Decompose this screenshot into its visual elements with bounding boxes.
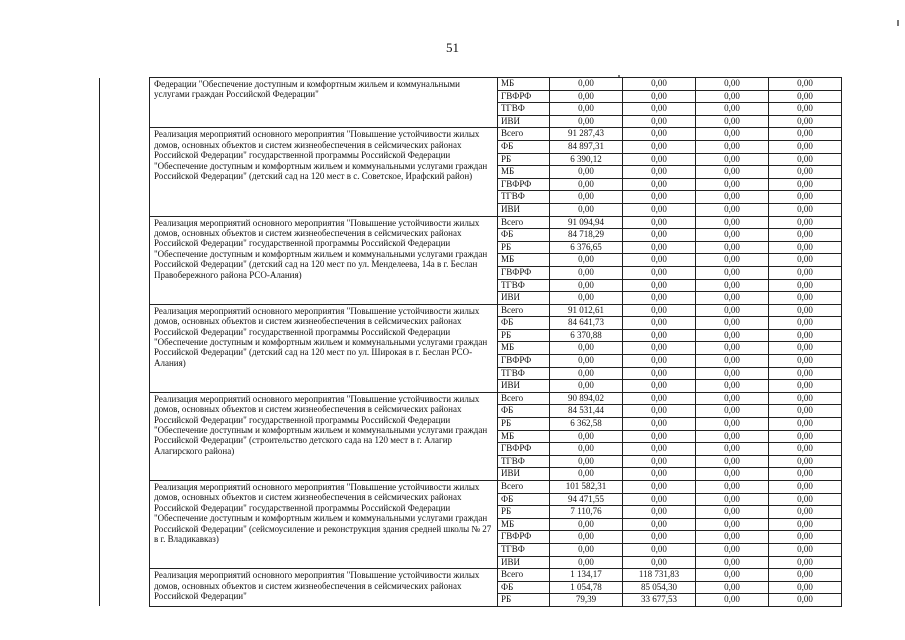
funding-source: РБ <box>498 241 550 254</box>
measure-description: Реализация мероприятий основного мероприятия "Повышение устойчивости жилых домов, основных объектов и систем жизнеобеспечения в сейсмических районах Российской Федерации" <box>150 569 498 607</box>
amount-cell: 0,00 <box>769 430 842 443</box>
funding-source: МБ <box>498 166 550 179</box>
amount-cell: 0,00 <box>696 493 769 506</box>
amount-cell: 0,00 <box>550 455 623 468</box>
funding-source: ТГВФ <box>498 455 550 468</box>
measure-description: Реализация мероприятий основного мероприятия "Повышение устойчивости жилых домов, основных объектов и систем жизнеобеспечения в сейсмических районах Российской Федерации" государственной программы Российской Федерации "Обеспечение доступным и комфортным жильем и коммунальными услугами граждан Российской Федерации" (детский сад на 120 мест в с. Советское, Ирафский район) <box>150 128 498 216</box>
row-index-cell <box>100 481 150 569</box>
amount-cell: 0,00 <box>623 481 696 494</box>
amount-cell: 0,00 <box>623 166 696 179</box>
amount-cell: 0,00 <box>769 581 842 594</box>
funding-source: МБ <box>498 254 550 267</box>
amount-cell: 0,00 <box>696 203 769 216</box>
row-index-cell <box>100 128 150 216</box>
funding-source: ФБ <box>498 317 550 330</box>
amount-cell: 0,00 <box>550 342 623 355</box>
funding-source: ГВФРФ <box>498 266 550 279</box>
amount-cell: 84 718,29 <box>550 229 623 242</box>
amount-cell: 0,00 <box>623 543 696 556</box>
amount-cell: 0,00 <box>769 317 842 330</box>
amount-cell: 6 376,65 <box>550 241 623 254</box>
amount-cell: 0,00 <box>696 594 769 607</box>
amount-cell: 0,00 <box>623 317 696 330</box>
funding-source: ТГВФ <box>498 543 550 556</box>
amount-cell: 1 054,78 <box>550 581 623 594</box>
amount-cell: 0,00 <box>696 418 769 431</box>
measure-description: Реализация мероприятий основного мероприятия "Повышение устойчивости жилых домов, основных объектов и систем жизнеобеспечения в сейсмических районах Российской Федерации" государственной программы Российской Федерации "Обеспечение доступным и комфортным жильем и коммунальными услугами граждан Российской Федерации" (строительство детского сада на 120 мест в г. Алагир Алагирского района) <box>150 392 498 480</box>
amount-cell: 0,00 <box>696 543 769 556</box>
amount-cell: 0,00 <box>696 329 769 342</box>
funding-source: ФБ <box>498 229 550 242</box>
amount-cell: 0,00 <box>696 304 769 317</box>
scan-mark <box>897 20 899 26</box>
amount-cell: 0,00 <box>550 531 623 544</box>
funding-source: ТГВФ <box>498 279 550 292</box>
amount-cell: 0,00 <box>623 418 696 431</box>
amount-cell: 7 110,76 <box>550 506 623 519</box>
measure-description: Реализация мероприятий основного мероприятия "Повышение устойчивости жилых домов, основных объектов и систем жизнеобеспечения в сейсмических районах Российской Федерации" государственной программы Российской Федерации "Обеспечение доступным и комфортным жильем и коммунальными услугами граждан Российской Федерации" (детский сад на 120 мест по ул. Широкая в г. Беслан РСО-Алания) <box>150 304 498 392</box>
amount-cell: 0,00 <box>623 90 696 103</box>
funding-source: РБ <box>498 329 550 342</box>
funding-source: ФБ <box>498 493 550 506</box>
funding-source: МБ <box>498 430 550 443</box>
amount-cell: 0,00 <box>550 115 623 128</box>
amount-cell: 0,00 <box>696 506 769 519</box>
amount-cell: 0,00 <box>769 594 842 607</box>
amount-cell: 0,00 <box>550 518 623 531</box>
amount-cell: 0,00 <box>696 581 769 594</box>
amount-cell: 0,00 <box>623 292 696 305</box>
amount-cell: 0,00 <box>623 342 696 355</box>
amount-cell: 0,00 <box>769 418 842 431</box>
amount-cell: 0,00 <box>696 380 769 393</box>
table-row <box>100 569 842 582</box>
amount-cell: 0,00 <box>769 90 842 103</box>
amount-cell: 0,00 <box>769 481 842 494</box>
amount-cell: 0,00 <box>769 115 842 128</box>
amount-cell: 0,00 <box>550 178 623 191</box>
amount-cell: 118 731,83 <box>623 569 696 582</box>
amount-cell: 0,00 <box>696 216 769 229</box>
amount-cell: 0,00 <box>769 518 842 531</box>
amount-cell: 0,00 <box>623 531 696 544</box>
amount-cell: 0,00 <box>623 191 696 204</box>
amount-cell: 0,00 <box>623 229 696 242</box>
amount-cell: 0,00 <box>623 556 696 569</box>
amount-cell: 0,00 <box>769 254 842 267</box>
amount-cell: 0,00 <box>769 367 842 380</box>
measure-description: Федерации "Обеспечение доступным и комфортным жильем и коммунальными услугами граждан Российской Федерации" <box>150 78 498 128</box>
amount-cell: 0,00 <box>696 569 769 582</box>
amount-cell: 0,00 <box>550 367 623 380</box>
amount-cell: 0,00 <box>550 292 623 305</box>
amount-cell: 0,00 <box>769 304 842 317</box>
amount-cell: 0,00 <box>769 329 842 342</box>
measure-description: Реализация мероприятий основного мероприятия "Повышение устойчивости жилых домов, основных объектов и систем жизнеобеспечения в сейсмических районах Российской Федерации" государственной программы Российской Федерации "Обеспечение доступным и комфортным жильем и коммунальными услугами граждан Российской Федерации" (сейсмоусиление и реконструкция здания средней школы № 27 в г. Владикавказ) <box>150 481 498 569</box>
amount-cell: 0,00 <box>696 266 769 279</box>
amount-cell: 91 094,94 <box>550 216 623 229</box>
amount-cell: 0,00 <box>696 103 769 116</box>
budget-table-body <box>100 78 842 607</box>
amount-cell: 0,00 <box>769 405 842 418</box>
amount-cell: 0,00 <box>769 443 842 456</box>
amount-cell: 0,00 <box>769 203 842 216</box>
funding-source: ТГВФ <box>498 103 550 116</box>
amount-cell: 0,00 <box>769 191 842 204</box>
amount-cell: 0,00 <box>623 518 696 531</box>
amount-cell: 0,00 <box>769 392 842 405</box>
amount-cell: 0,00 <box>769 178 842 191</box>
amount-cell: 0,00 <box>623 241 696 254</box>
amount-cell: 0,00 <box>769 543 842 556</box>
amount-cell: 0,00 <box>623 216 696 229</box>
funding-source: Всего <box>498 392 550 405</box>
amount-cell: 0,00 <box>623 279 696 292</box>
amount-cell: 91 287,43 <box>550 128 623 141</box>
funding-source: МБ <box>498 342 550 355</box>
amount-cell: 0,00 <box>623 455 696 468</box>
amount-cell: 0,00 <box>696 241 769 254</box>
amount-cell: 1 134,17 <box>550 569 623 582</box>
row-index-cell <box>100 304 150 392</box>
amount-cell: 0,00 <box>696 443 769 456</box>
amount-cell: 0,00 <box>769 229 842 242</box>
table-row <box>100 128 842 141</box>
funding-source: ИВИ <box>498 203 550 216</box>
funding-source: МБ <box>498 518 550 531</box>
amount-cell: 0,00 <box>623 140 696 153</box>
amount-cell: 0,00 <box>550 78 623 91</box>
amount-cell: 91 012,61 <box>550 304 623 317</box>
row-index-cell <box>100 78 150 128</box>
funding-source: ГВФРФ <box>498 531 550 544</box>
measure-description: Реализация мероприятий основного мероприятия "Повышение устойчивости жилых домов, основных объектов и систем жизнеобеспечения в сейсмических районах Российской Федерации" государственной программы Российской Федерации "Обеспечение доступным и комфортным жильем и коммунальными услугами граждан Российской Федерации" (детский сад на 120 мест по ул. Менделеева, 14а в г. Беслан Правобережного района РСО-Алания) <box>150 216 498 304</box>
amount-cell: 0,00 <box>769 468 842 481</box>
amount-cell: 0,00 <box>769 140 842 153</box>
funding-source: РБ <box>498 506 550 519</box>
amount-cell: 0,00 <box>623 443 696 456</box>
funding-source: ФБ <box>498 405 550 418</box>
funding-source: Всего <box>498 216 550 229</box>
amount-cell: 0,00 <box>769 493 842 506</box>
amount-cell: 90 894,02 <box>550 392 623 405</box>
amount-cell: 0,00 <box>623 254 696 267</box>
amount-cell: 0,00 <box>696 279 769 292</box>
amount-cell: 6 370,88 <box>550 329 623 342</box>
amount-cell: 0,00 <box>769 153 842 166</box>
amount-cell: 0,00 <box>696 455 769 468</box>
row-index-cell <box>100 569 150 607</box>
amount-cell: 0,00 <box>696 128 769 141</box>
table-row <box>100 216 842 229</box>
amount-cell: 84 531,44 <box>550 405 623 418</box>
amount-cell: 0,00 <box>623 468 696 481</box>
amount-cell: 94 471,55 <box>550 493 623 506</box>
amount-cell: 0,00 <box>550 203 623 216</box>
amount-cell: 0,00 <box>623 115 696 128</box>
amount-cell: 0,00 <box>550 468 623 481</box>
amount-cell: 0,00 <box>623 78 696 91</box>
amount-cell: 0,00 <box>696 178 769 191</box>
table-row <box>100 392 842 405</box>
amount-cell: 0,00 <box>696 342 769 355</box>
funding-source: ГВФРФ <box>498 355 550 368</box>
funding-source: МБ <box>498 78 550 91</box>
amount-cell: 0,00 <box>696 430 769 443</box>
row-index-cell <box>100 392 150 480</box>
funding-source: ГВФРФ <box>498 178 550 191</box>
amount-cell: 0,00 <box>769 556 842 569</box>
table-row <box>100 78 842 91</box>
amount-cell: 0,00 <box>623 380 696 393</box>
amount-cell: 85 054,30 <box>623 581 696 594</box>
amount-cell: 0,00 <box>623 128 696 141</box>
amount-cell: 0,00 <box>769 342 842 355</box>
amount-cell: 0,00 <box>769 266 842 279</box>
page-number: 51 <box>446 40 459 55</box>
amount-cell: 0,00 <box>550 191 623 204</box>
amount-cell: 0,00 <box>623 493 696 506</box>
amount-cell: 0,00 <box>550 266 623 279</box>
funding-source: ГВФРФ <box>498 443 550 456</box>
amount-cell: 0,00 <box>696 317 769 330</box>
funding-source: Всего <box>498 481 550 494</box>
amount-cell: 0,00 <box>550 380 623 393</box>
funding-source: ТГВФ <box>498 191 550 204</box>
amount-cell: 0,00 <box>623 178 696 191</box>
amount-cell: 0,00 <box>550 166 623 179</box>
amount-cell: 0,00 <box>550 556 623 569</box>
amount-cell: 0,00 <box>550 543 623 556</box>
funding-source: ИВИ <box>498 556 550 569</box>
amount-cell: 0,00 <box>696 78 769 91</box>
amount-cell: 0,00 <box>696 355 769 368</box>
amount-cell: 0,00 <box>696 254 769 267</box>
amount-cell: 0,00 <box>769 166 842 179</box>
amount-cell: 0,00 <box>623 392 696 405</box>
funding-source: Всего <box>498 128 550 141</box>
funding-source: ИВИ <box>498 468 550 481</box>
amount-cell: 0,00 <box>696 153 769 166</box>
amount-cell: 0,00 <box>696 115 769 128</box>
funding-source: РБ <box>498 418 550 431</box>
amount-cell: 0,00 <box>769 569 842 582</box>
funding-source: ГВФРФ <box>498 90 550 103</box>
amount-cell: 0,00 <box>696 392 769 405</box>
amount-cell: 0,00 <box>769 241 842 254</box>
amount-cell: 0,00 <box>623 506 696 519</box>
amount-cell: 0,00 <box>696 166 769 179</box>
amount-cell: 79,39 <box>550 594 623 607</box>
amount-cell: 6 390,12 <box>550 153 623 166</box>
amount-cell: 33 677,53 <box>623 594 696 607</box>
amount-cell: 0,00 <box>623 203 696 216</box>
amount-cell: 0,00 <box>696 405 769 418</box>
funding-source: ИВИ <box>498 292 550 305</box>
amount-cell: 101 582,31 <box>550 481 623 494</box>
amount-cell: 0,00 <box>696 191 769 204</box>
amount-cell: 0,00 <box>623 304 696 317</box>
amount-cell: 0,00 <box>769 355 842 368</box>
amount-cell: 0,00 <box>696 468 769 481</box>
amount-cell: 0,00 <box>696 292 769 305</box>
amount-cell: 0,00 <box>550 279 623 292</box>
amount-cell: 0,00 <box>696 531 769 544</box>
amount-cell: 0,00 <box>696 481 769 494</box>
amount-cell: 0,00 <box>769 216 842 229</box>
amount-cell: 0,00 <box>550 430 623 443</box>
funding-source: Всего <box>498 569 550 582</box>
amount-cell: 0,00 <box>623 266 696 279</box>
funding-source: ФБ <box>498 581 550 594</box>
table-row <box>100 304 842 317</box>
amount-cell: 0,00 <box>696 556 769 569</box>
amount-cell: 6 362,58 <box>550 418 623 431</box>
budget-table <box>99 77 842 607</box>
amount-cell: 0,00 <box>769 128 842 141</box>
funding-source: ФБ <box>498 140 550 153</box>
amount-cell: 0,00 <box>623 355 696 368</box>
amount-cell: 0,00 <box>550 443 623 456</box>
amount-cell: 0,00 <box>696 229 769 242</box>
funding-source: РБ <box>498 153 550 166</box>
funding-source: ИВИ <box>498 380 550 393</box>
amount-cell: 0,00 <box>769 455 842 468</box>
row-index-cell <box>100 216 150 304</box>
amount-cell: 0,00 <box>696 90 769 103</box>
amount-cell: 0,00 <box>769 279 842 292</box>
amount-cell: 0,00 <box>550 103 623 116</box>
amount-cell: 0,00 <box>623 153 696 166</box>
funding-source: РБ <box>498 594 550 607</box>
amount-cell: 0,00 <box>550 254 623 267</box>
amount-cell: 0,00 <box>623 367 696 380</box>
amount-cell: 84 641,73 <box>550 317 623 330</box>
amount-cell: 0,00 <box>550 355 623 368</box>
amount-cell: 0,00 <box>769 380 842 393</box>
amount-cell: 0,00 <box>769 78 842 91</box>
amount-cell: 0,00 <box>769 506 842 519</box>
amount-cell: 0,00 <box>623 329 696 342</box>
amount-cell: 0,00 <box>623 405 696 418</box>
amount-cell: 0,00 <box>696 140 769 153</box>
funding-source: ИВИ <box>498 115 550 128</box>
amount-cell: 84 897,31 <box>550 140 623 153</box>
funding-source: ТГВФ <box>498 367 550 380</box>
amount-cell: 0,00 <box>623 103 696 116</box>
amount-cell: 0,00 <box>769 292 842 305</box>
amount-cell: 0,00 <box>550 90 623 103</box>
table-row <box>100 481 842 494</box>
amount-cell: 0,00 <box>696 518 769 531</box>
amount-cell: 0,00 <box>769 531 842 544</box>
scan-mark <box>618 75 620 77</box>
amount-cell: 0,00 <box>696 367 769 380</box>
amount-cell: 0,00 <box>623 430 696 443</box>
funding-source: Всего <box>498 304 550 317</box>
amount-cell: 0,00 <box>769 103 842 116</box>
